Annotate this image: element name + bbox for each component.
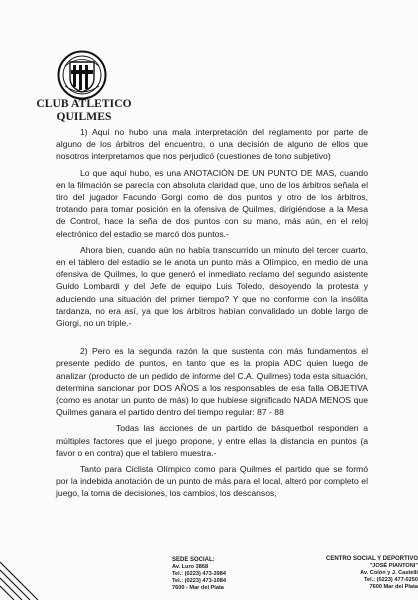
- paragraph-6: Tanto para Ciclista Olímpico como para Quilmes el partido que se formó por la indebida anotación de un punto de más para el local, alteró por completo el juego, la toma de decisiones, los cambios, los descansos,: [56, 464, 368, 499]
- centro-title: CENTRO SOCIAL Y DEPORTIVO: [325, 556, 418, 562]
- footer-sede-social: [172, 557, 282, 592]
- sede-tel-1: Tel.: (0223) 473-3984: [172, 571, 227, 577]
- club-crest-logo: [57, 50, 107, 100]
- paragraph-3: Ahora bien, cuando aún no había transcurrido un minuto del tercer cuarto, en el tablero del estadio se le anota un punto más a Olímpico, en medio de una ofensiva de Quilmes, lo que generó el inmediato reclamo del segundo asistente Guido Lombardi y del Jefe de equipo Luis Toledo, desoyendo la protesta y aduciendo una situación del primer tiempo? Y que no conforme con la insólita tardanza, no era así, ya que los árbitros habían convalidado un doble largo de Giorgi, no un triple.-: [56, 244, 368, 329]
- club-name: [34, 98, 134, 124]
- sede-address: Av. Luro 3868: [172, 564, 209, 570]
- centro-city: 7600 Mar del Plata: [369, 584, 418, 590]
- footer-centro-social: [278, 556, 418, 591]
- club-name-line2: QUILMES: [56, 111, 112, 123]
- decorative-hatch-lines: [0, 548, 70, 600]
- paragraph-1: 1) Aquí no hubo una mala interpretación del reglamento por parte de alguno de los árbitros del encuentro, o una decisión de alguno de ellos que nosotros interpretamos que nos perjudicó (cuestiones de tono subjetivo): [56, 127, 368, 162]
- centro-address: Av. Colón y J. Castelli: [360, 570, 418, 576]
- letter-body: [56, 126, 368, 504]
- centro-name: "JOSÉ PIANTONI": [369, 563, 418, 569]
- paragraph-5: Todas las acciones de un partido de básquetbol responden a múltiples factores que el juego propone, y entre ellas la distancia en puntos (a favor o en contra) que el tablero muestra.-: [56, 423, 368, 458]
- sede-city: 7600 - Mar del Plata: [172, 585, 224, 591]
- sede-tel-2: Tel.: (0223) 473-1084: [172, 578, 227, 584]
- paragraph-4: 2) Pero es la segunda razón la que sustenta con más fundamentos el presente pedido de puntos, en tanto que es la propia ADC quien luego de analizar (producto de un pedido de informe del C.A. Quilmes) toda esta situación, determina sancionar por DOS AÑOS a los responsables de esa falla OBJETIVA (como es anotar un punto de más) lo que hubiese significado NADA MENOS que Quilmes ganara el partido dentro del tiempo regular: 87 - 88: [56, 346, 368, 418]
- sede-title: SEDE SOCIAL:: [172, 557, 215, 563]
- club-name-line1: CLUB ATLETICO: [36, 98, 132, 110]
- paragraph-2: Lo que aquí hubo, es una ANOTACIÓN DE UN PUNTO DE MAS, cuando en la filmación se parecía con absoluta claridad que, uno de los árbitros señala el tiro del jugador Facundo Gorgi como de dos puntos y otro de los árbitros, trotando para tomar posición en la ofensiva de Quilmes, dirigiéndose a la Mesa de Control, hace la seña de dos puntos con su mano, más aún, en el reloj electrónico del estadio se marcó dos puntos.-: [56, 167, 368, 239]
- centro-tel: Tel.: (0223) 477-0250: [363, 577, 418, 583]
